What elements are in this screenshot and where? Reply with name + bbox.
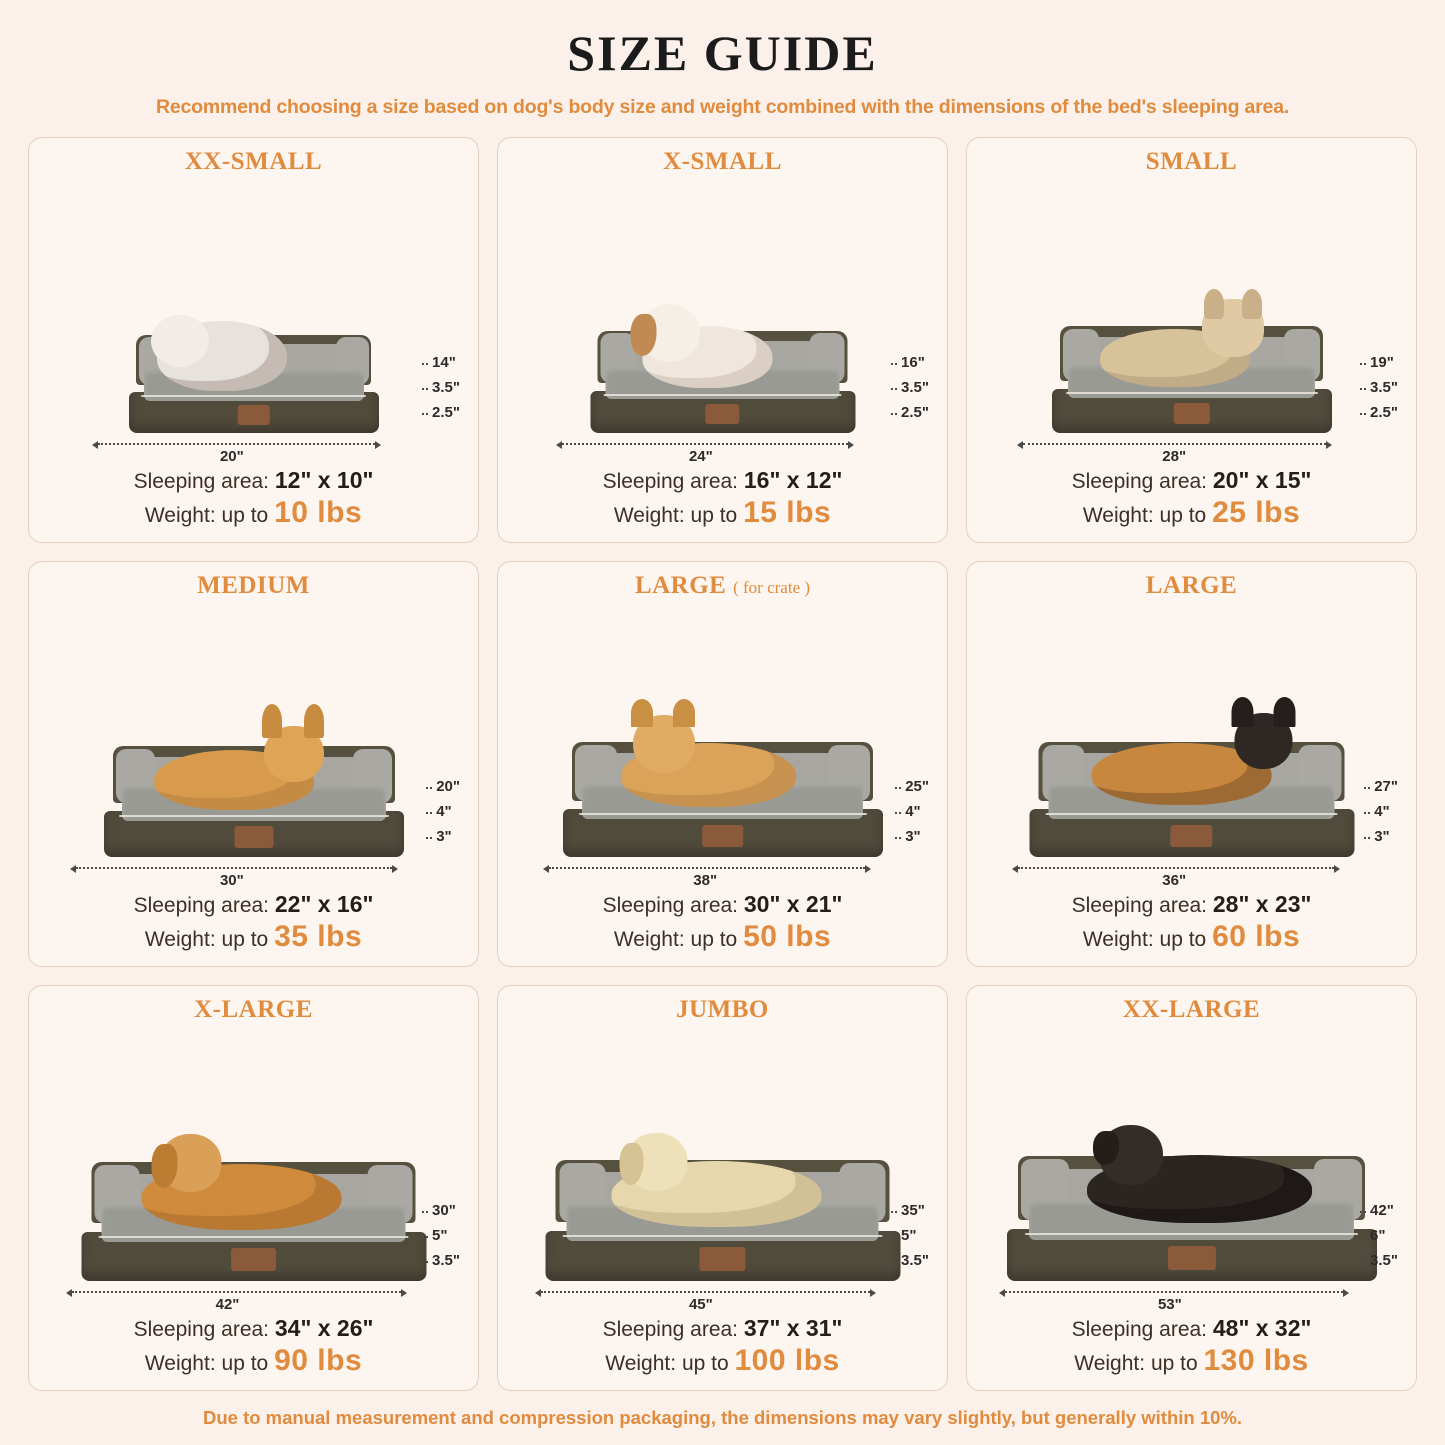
brand-tag	[237, 405, 270, 424]
height-annotations	[422, 1202, 460, 1269]
card-title-text: X-LARGE	[194, 996, 313, 1023]
size-card-large-crate	[497, 561, 948, 967]
height1-label: 5"	[422, 1227, 447, 1244]
weight-value: 130 lbs	[1203, 1344, 1309, 1377]
sleeping-area-value: 34" x 26"	[274, 1315, 374, 1341]
width-label: 28"	[1162, 448, 1187, 465]
brand-tag	[705, 404, 739, 424]
weight-upto: up to	[221, 504, 269, 527]
card-title	[185, 148, 322, 176]
card-info	[37, 467, 470, 534]
weight-value: 35 lbs	[274, 920, 363, 953]
weight-value: 60 lbs	[1212, 920, 1301, 953]
card-title	[197, 572, 310, 600]
bed-illustration	[975, 602, 1408, 891]
depth-label: 20"	[426, 778, 460, 795]
bed-piping	[1066, 392, 1318, 394]
bed-illustration	[975, 1026, 1408, 1315]
sleeping-area-line	[506, 1315, 939, 1342]
sleeping-area-prefix: Sleeping area:	[133, 470, 270, 493]
dog-bed-graphic	[129, 313, 379, 433]
bed-illustration	[37, 1026, 470, 1315]
depth-label: 14"	[422, 354, 456, 371]
weight-upto: up to	[690, 504, 738, 527]
sleeping-area-value: 12" x 10"	[274, 467, 374, 493]
height2-label: 3"	[426, 828, 451, 845]
bed-piping	[603, 394, 842, 396]
footer-note: Due to manual measurement and compression packaging, the dimensions may vary slightly, but generally within 10%.	[202, 1407, 1243, 1428]
bed-piping	[579, 813, 867, 815]
height2-label: 2.5"	[1360, 404, 1398, 421]
bed-illustration	[506, 178, 939, 467]
weight-line	[37, 920, 470, 954]
height2-label: 2.5"	[422, 404, 460, 421]
sleeping-area-value: 30" x 21"	[743, 891, 843, 917]
height2-label: 3.5"	[891, 1252, 929, 1269]
width-label: 42"	[215, 1296, 240, 1313]
weight-line	[975, 1344, 1408, 1378]
card-info	[506, 467, 939, 534]
weight-upto: up to	[690, 928, 738, 951]
weight-prefix: Weight:	[144, 928, 216, 951]
sleeping-area-value: 28" x 23"	[1212, 891, 1312, 917]
sleeping-area-prefix: Sleeping area:	[133, 1318, 270, 1341]
weight-prefix: Weight:	[605, 1352, 677, 1375]
brand-tag	[234, 826, 273, 848]
depth-label: 42"	[1360, 1202, 1394, 1219]
weight-upto: up to	[221, 928, 269, 951]
bed-piping	[141, 395, 366, 397]
width-dimension-line	[541, 1291, 870, 1293]
width-dimension-line	[76, 867, 392, 869]
sleeping-area-prefix: Sleeping area:	[1071, 470, 1208, 493]
height-annotations	[891, 1202, 929, 1269]
sleeping-area-prefix: Sleeping area:	[602, 470, 739, 493]
weight-upto: up to	[1159, 504, 1207, 527]
sleeping-area-value: 16" x 12"	[743, 467, 843, 493]
card-info	[975, 1315, 1408, 1382]
weight-prefix: Weight:	[613, 928, 685, 951]
weight-value: 100 lbs	[734, 1344, 840, 1377]
height1-label: 6"	[1360, 1227, 1385, 1244]
brand-tag	[1173, 403, 1209, 424]
card-title	[663, 148, 782, 176]
weight-line	[506, 496, 939, 530]
dog-bed-graphic	[81, 1136, 426, 1281]
height-annotations	[426, 778, 460, 845]
depth-label: 27"	[1364, 778, 1398, 795]
card-title-text: LARGE	[1145, 572, 1238, 599]
brand-tag	[231, 1248, 276, 1271]
bed-illustration	[37, 178, 470, 467]
dog-bed-graphic	[1052, 303, 1332, 433]
height2-label: 3.5"	[1360, 1252, 1398, 1269]
bed-piping	[563, 1235, 883, 1237]
card-title-note: ( for crate )	[733, 578, 811, 597]
width-dimension-line	[1018, 867, 1334, 869]
animal-border-collie-ear-right	[1273, 697, 1295, 727]
sleeping-area-line	[975, 1315, 1408, 1342]
height1-label: 4"	[1364, 803, 1389, 820]
sleeping-area-value: 20" x 15"	[1212, 467, 1312, 493]
weight-upto: up to	[221, 1352, 269, 1375]
dog-bed-graphic	[104, 722, 404, 857]
animal-shiba-inu-ear-right	[673, 699, 695, 727]
card-info	[975, 891, 1408, 958]
brand-tag	[1170, 825, 1212, 847]
width-label: 30"	[219, 872, 244, 889]
page-subtitle: Recommend choosing a size based on dog's body size and weight combined with the dimensions of the bed's sleeping area.	[155, 96, 1290, 118]
depth-label: 25"	[895, 778, 929, 795]
dog-bed-graphic	[545, 1133, 900, 1281]
weight-upto: up to	[681, 1352, 729, 1375]
card-title	[1146, 148, 1237, 176]
bed-illustration	[37, 602, 470, 891]
width-dimension-line	[549, 867, 865, 869]
size-card-xx-large	[966, 985, 1417, 1391]
height1-label: 3.5"	[891, 379, 929, 396]
size-card-xx-small	[28, 137, 479, 543]
dog-bed-graphic	[590, 308, 855, 433]
bed-piping	[1045, 813, 1338, 815]
bed-illustration	[506, 1026, 939, 1315]
animal-corgi-ear-right	[304, 704, 324, 738]
width-dimension-line	[1023, 443, 1326, 445]
card-info	[506, 891, 939, 958]
card-title-text: XX-SMALL	[184, 148, 323, 175]
weight-line	[506, 920, 939, 954]
width-label: 45"	[688, 1296, 713, 1313]
height-annotations	[1360, 1202, 1398, 1269]
sleeping-area-prefix: Sleeping area:	[602, 894, 739, 917]
height-annotations	[891, 354, 929, 421]
width-label: 36"	[1162, 872, 1187, 889]
width-label: 20"	[219, 448, 244, 465]
weight-prefix: Weight:	[1082, 504, 1154, 527]
size-card-large	[966, 561, 1417, 967]
animal-french-bulldog-ear-2	[1242, 289, 1262, 319]
card-title-text: XX-LARGE	[1122, 996, 1261, 1023]
weight-value: 90 lbs	[274, 1344, 363, 1377]
animal-border-collie-ear-left	[1231, 697, 1253, 727]
depth-label: 30"	[422, 1202, 456, 1219]
brand-tag	[699, 1247, 745, 1271]
sleeping-area-line	[506, 467, 939, 494]
animal-corgi-ear-left	[262, 704, 282, 738]
height2-label: 2.5"	[891, 404, 929, 421]
weight-line	[975, 920, 1408, 954]
height-annotations	[422, 354, 460, 421]
height-annotations	[1360, 354, 1398, 421]
weight-prefix: Weight:	[1082, 928, 1154, 951]
sleeping-area-line	[506, 891, 939, 918]
height-annotations	[1364, 778, 1398, 845]
card-title	[1123, 996, 1260, 1024]
width-dimension-line	[72, 1291, 401, 1293]
height1-label: 3.5"	[422, 379, 460, 396]
card-info	[37, 1315, 470, 1382]
bed-piping	[119, 815, 389, 817]
width-label: 53"	[1157, 1296, 1182, 1313]
card-title-text: JUMBO	[676, 996, 769, 1023]
card-info	[37, 891, 470, 958]
weight-prefix: Weight:	[1074, 1352, 1146, 1375]
weight-upto: up to	[1159, 928, 1207, 951]
weight-value: 10 lbs	[274, 496, 363, 529]
card-title	[1146, 572, 1237, 600]
height1-label: 4"	[426, 803, 451, 820]
weight-upto: up to	[1150, 1352, 1198, 1375]
weight-prefix: Weight:	[144, 1352, 216, 1375]
sleeping-area-value: 37" x 31"	[743, 1315, 843, 1341]
sleeping-area-prefix: Sleeping area:	[1071, 1318, 1208, 1341]
sleeping-area-value: 22" x 16"	[274, 891, 374, 917]
sleeping-area-prefix: Sleeping area:	[133, 894, 270, 917]
height2-label: 3"	[895, 828, 920, 845]
card-info	[975, 467, 1408, 534]
size-card-medium	[28, 561, 479, 967]
card-title-text: X-SMALL	[663, 148, 782, 175]
depth-label: 19"	[1360, 354, 1394, 371]
animal-shiba-inu-ear-left	[631, 699, 653, 727]
sleeping-area-line	[37, 891, 470, 918]
height-annotations	[895, 778, 929, 845]
brand-tag	[1167, 1246, 1215, 1270]
dog-bed-graphic	[1029, 717, 1354, 857]
sleeping-area-prefix: Sleeping area:	[602, 1318, 739, 1341]
card-title-text: SMALL	[1145, 148, 1238, 175]
weight-value: 25 lbs	[1212, 496, 1301, 529]
bed-illustration	[506, 602, 939, 891]
width-dimension-line	[1005, 1291, 1343, 1293]
sleeping-area-line	[975, 467, 1408, 494]
weight-value: 50 lbs	[743, 920, 832, 953]
weight-prefix: Weight:	[144, 504, 216, 527]
card-title	[194, 996, 313, 1024]
width-dimension-line	[98, 443, 375, 445]
height1-label: 4"	[895, 803, 920, 820]
weight-value: 15 lbs	[743, 496, 832, 529]
height2-label: 3.5"	[422, 1252, 460, 1269]
sleeping-area-line	[37, 467, 470, 494]
weight-line	[506, 1344, 939, 1378]
width-label: 38"	[693, 872, 718, 889]
sleeping-area-value: 48" x 32"	[1212, 1315, 1312, 1341]
weight-prefix: Weight:	[613, 504, 685, 527]
animal-french-bulldog-ear	[1204, 289, 1224, 319]
width-dimension-line	[562, 443, 848, 445]
card-info	[506, 1315, 939, 1382]
width-label: 24"	[688, 448, 713, 465]
size-card-jumbo	[497, 985, 948, 1391]
size-card-x-small	[497, 137, 948, 543]
card-title	[635, 572, 810, 600]
bed-illustration	[975, 178, 1408, 467]
card-title-text: MEDIUM	[197, 572, 310, 599]
page-title: SIZE GUIDE	[567, 25, 878, 81]
size-card-small	[966, 137, 1417, 543]
brand-tag	[702, 825, 744, 847]
height1-label: 5"	[891, 1227, 916, 1244]
depth-label: 35"	[891, 1202, 925, 1219]
sleeping-area-line	[975, 891, 1408, 918]
dog-bed-graphic	[563, 717, 883, 857]
depth-label: 16"	[891, 354, 925, 371]
height1-label: 3.5"	[1360, 379, 1398, 396]
size-card-grid	[28, 137, 1417, 1391]
sleeping-area-line	[37, 1315, 470, 1342]
height2-label: 3"	[1364, 828, 1389, 845]
bed-piping	[98, 1236, 409, 1238]
card-title-text: LARGE	[634, 572, 727, 599]
animal-cat-head	[151, 315, 209, 367]
weight-line	[37, 1344, 470, 1378]
weight-line	[37, 496, 470, 530]
dog-bed-graphic	[1007, 1129, 1377, 1281]
card-title	[676, 996, 769, 1024]
size-card-x-large	[28, 985, 479, 1391]
sleeping-area-prefix: Sleeping area:	[1071, 894, 1208, 917]
weight-line	[975, 496, 1408, 530]
